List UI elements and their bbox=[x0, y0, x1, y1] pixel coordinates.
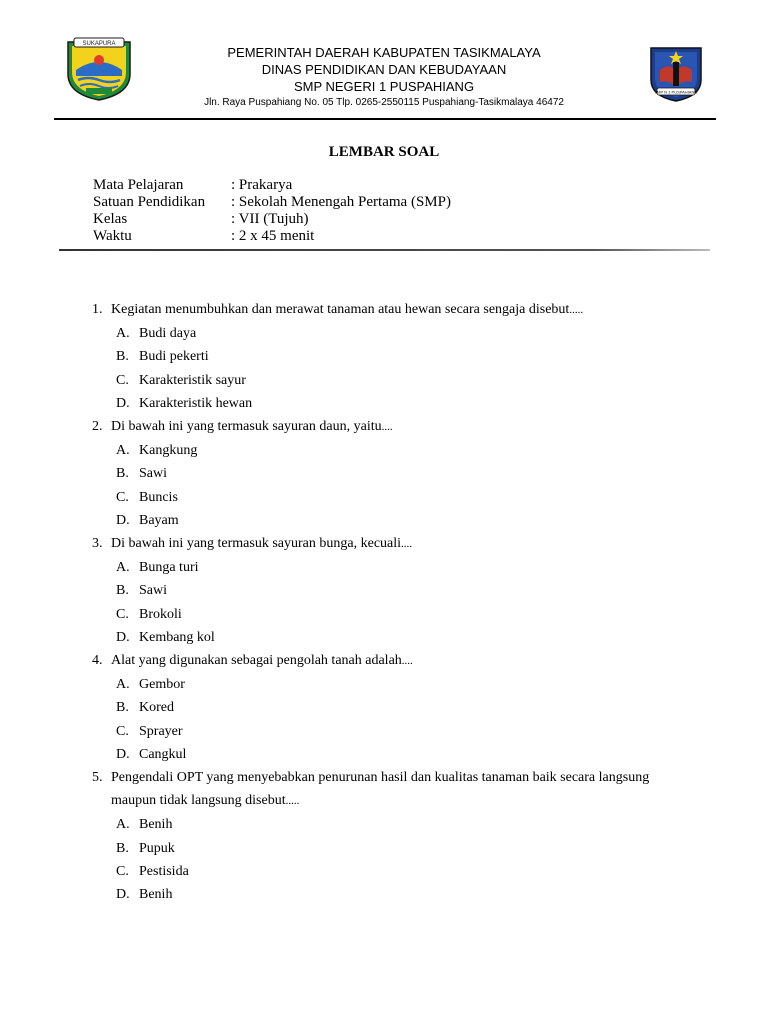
letterhead-agency-line: DINAS PENDIDIKAN DAN KEBUDAYAAN bbox=[261, 62, 507, 77]
question-text: Di bawah ini yang termasuk sayuran daun, yaitu bbox=[111, 419, 382, 435]
option-letter: A. bbox=[116, 326, 130, 342]
answer-option bbox=[0, 322, 768, 345]
info-label: Waktu bbox=[93, 228, 132, 244]
school-emblem-icon bbox=[648, 44, 704, 102]
question-blank: .... bbox=[401, 538, 413, 551]
question-number: 5. bbox=[92, 770, 103, 786]
answer-option bbox=[0, 837, 768, 860]
answer-option bbox=[0, 439, 768, 462]
question-item bbox=[0, 298, 768, 415]
option-letter: C. bbox=[116, 863, 129, 879]
letterhead-government-line: PEMERINTAH DAERAH KABUPATEN TASIKMALAYA bbox=[227, 45, 541, 60]
question-item bbox=[0, 766, 768, 906]
answer-option bbox=[0, 860, 768, 883]
answer-option bbox=[0, 486, 768, 509]
option-text: Budi pekerti bbox=[139, 349, 209, 365]
option-text: Pestisida bbox=[139, 863, 189, 879]
option-letter: B. bbox=[116, 466, 129, 482]
right-logo-ribbon-text: SMP N 1 PUSPAHIANG bbox=[654, 89, 698, 95]
option-text: Sprayer bbox=[139, 723, 183, 739]
info-row-time bbox=[93, 228, 451, 245]
option-letter: D. bbox=[116, 395, 130, 411]
option-text: Pupuk bbox=[139, 840, 175, 856]
option-text: Cangkul bbox=[139, 746, 187, 762]
question-stem bbox=[0, 415, 692, 439]
answer-option bbox=[0, 720, 768, 743]
document-title: LEMBAR SOAL bbox=[328, 144, 440, 160]
question-list bbox=[0, 298, 768, 906]
question-text: Pengendali OPT yang menyebabkan penurunan hasil dan kualitas tanaman baik secara langsung maupun tidak langsung disebut bbox=[111, 770, 650, 809]
info-row-class bbox=[93, 211, 451, 228]
info-value: : Sekolah Menengah Pertama (SMP) bbox=[231, 194, 451, 210]
answer-option bbox=[0, 673, 768, 696]
question-text: Alat yang digunakan sebagai pengolah tanah adalah bbox=[111, 653, 402, 669]
option-text: Bayam bbox=[139, 512, 179, 528]
answer-option bbox=[0, 626, 768, 649]
answer-option bbox=[0, 392, 768, 415]
info-value: : Prakarya bbox=[231, 177, 293, 193]
option-text: Gembor bbox=[139, 677, 185, 693]
question-item bbox=[0, 649, 768, 766]
question-blank: .... bbox=[401, 655, 413, 668]
question-text: Kegiatan menumbuhkan dan merawat tanaman atau hewan secara sengaja disebut bbox=[111, 302, 570, 317]
kabupaten-tasikmalaya-emblem-icon bbox=[64, 36, 134, 102]
answer-option bbox=[0, 813, 768, 836]
info-label: Satuan Pendidikan bbox=[93, 194, 206, 210]
option-text: Benih bbox=[139, 887, 173, 903]
exam-info-block bbox=[93, 177, 451, 245]
question-number: 3. bbox=[92, 536, 103, 552]
info-label: Kelas bbox=[93, 211, 128, 227]
option-text: Sawi bbox=[139, 583, 167, 599]
answer-option bbox=[0, 743, 768, 766]
option-letter: A. bbox=[116, 817, 130, 833]
question-number: 1. bbox=[92, 302, 103, 317]
info-value: : VII (Tujuh) bbox=[231, 211, 309, 227]
question-item bbox=[0, 532, 768, 649]
option-text: Sawi bbox=[139, 466, 167, 482]
option-letter: C. bbox=[116, 606, 129, 622]
option-text: Benih bbox=[139, 817, 173, 833]
answer-option bbox=[0, 603, 768, 626]
answer-option bbox=[0, 462, 768, 485]
info-label: Mata Pelajaran bbox=[93, 177, 184, 193]
letterhead-divider bbox=[54, 118, 716, 120]
option-text: Kembang kol bbox=[139, 629, 215, 645]
question-blank: ..... bbox=[285, 795, 300, 808]
option-text: Karakteristik sayur bbox=[139, 372, 246, 388]
answer-option bbox=[0, 509, 768, 532]
question-stem bbox=[0, 649, 692, 673]
option-letter: A. bbox=[116, 677, 130, 693]
answer-option bbox=[0, 883, 768, 906]
letterhead bbox=[150, 44, 618, 110]
option-letter: D. bbox=[116, 512, 130, 528]
option-letter: A. bbox=[116, 443, 130, 459]
option-letter: C. bbox=[116, 723, 129, 739]
option-letter: B. bbox=[116, 349, 129, 365]
info-row-subject bbox=[93, 177, 451, 194]
option-letter: D. bbox=[116, 746, 130, 762]
info-row-education-unit bbox=[93, 194, 451, 211]
option-text: Kored bbox=[139, 700, 174, 716]
answer-option bbox=[0, 345, 768, 368]
info-value: : 2 x 45 menit bbox=[231, 228, 315, 244]
option-text: Budi daya bbox=[139, 326, 197, 342]
option-text: Bunga turi bbox=[139, 560, 199, 576]
option-letter: C. bbox=[116, 372, 129, 388]
option-text: Karakteristik hewan bbox=[139, 395, 253, 411]
option-text: Kangkung bbox=[139, 443, 198, 459]
option-letter: B. bbox=[116, 700, 129, 716]
question-number: 4. bbox=[92, 653, 103, 669]
letterhead-address: Jln. Raya Puspahiang No. 05 Tlp. 0265-2550115 Puspahiang-Tasikmalaya 46472 bbox=[204, 97, 564, 108]
option-letter: B. bbox=[116, 583, 129, 599]
left-logo-ribbon-text: SUKAPURA bbox=[82, 41, 116, 47]
option-letter: B. bbox=[116, 840, 129, 856]
option-letter: D. bbox=[116, 629, 130, 645]
answer-option bbox=[0, 369, 768, 392]
question-blank: .... bbox=[381, 421, 393, 434]
info-divider bbox=[59, 249, 710, 251]
answer-option bbox=[0, 579, 768, 602]
question-number: 2. bbox=[92, 419, 103, 435]
question-stem bbox=[0, 532, 692, 556]
question-text: Di bawah ini yang termasuk sayuran bunga, kecuali bbox=[111, 536, 402, 552]
letterhead-school-name: SMP NEGERI 1 PUSPAHIANG bbox=[293, 79, 475, 94]
option-letter: D. bbox=[116, 887, 130, 903]
answer-option bbox=[0, 696, 768, 719]
option-text: Buncis bbox=[139, 489, 178, 505]
option-letter: A. bbox=[116, 560, 130, 576]
question-stem bbox=[0, 298, 692, 322]
question-item bbox=[0, 415, 768, 532]
question-stem bbox=[0, 766, 692, 813]
answer-option bbox=[0, 556, 768, 579]
option-text: Brokoli bbox=[139, 606, 182, 622]
question-blank: ..... bbox=[569, 304, 584, 316]
option-letter: C. bbox=[116, 489, 129, 505]
